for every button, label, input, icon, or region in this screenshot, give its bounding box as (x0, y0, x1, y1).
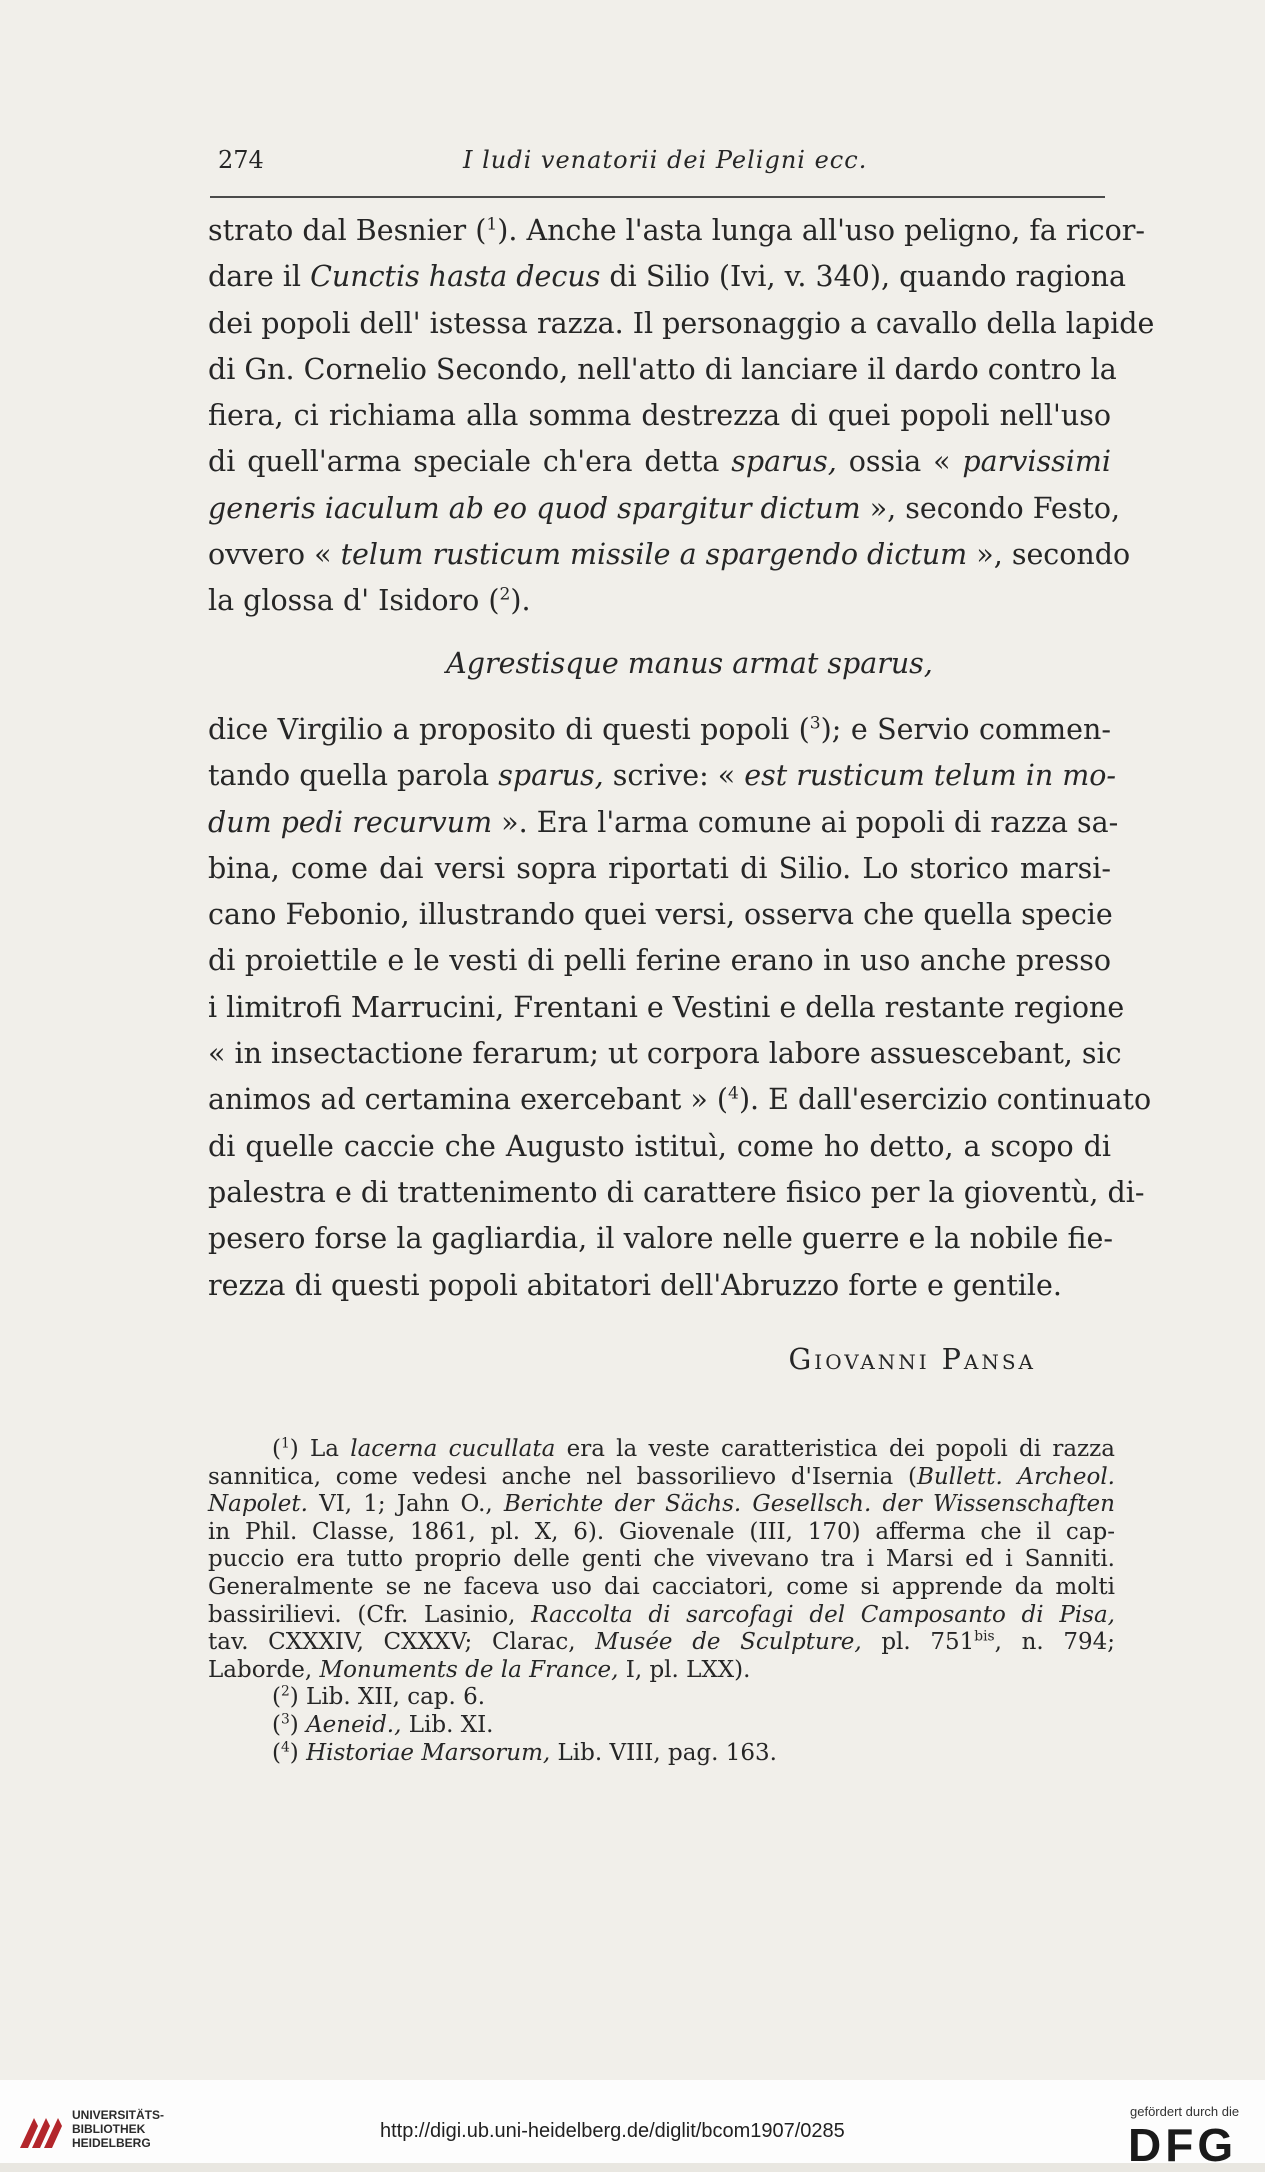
text-run: palestra e di trattenimento di carattere fisico per la gioventù, di- (208, 1175, 1145, 1209)
text-line (208, 1263, 1111, 1309)
footnote-marker: 3 (280, 1711, 290, 1728)
text-line (208, 254, 1126, 300)
italic-text: telum rusticum missile a spargendo dictum (340, 538, 968, 572)
text-run: dice Virgilio a proposito di questi popoli ( (208, 712, 810, 746)
text-run: ) (289, 1711, 307, 1738)
text-run: tando quella parola (208, 759, 499, 793)
text-run: ossia « (836, 445, 963, 479)
text-line (208, 846, 1111, 892)
footnote-marker: 2 (280, 1683, 290, 1700)
text-run: ) (289, 1739, 307, 1766)
text-run: I, pl. LXX). (618, 1656, 751, 1683)
source-url[interactable]: http://digi.ub.uni-heidelberg.de/diglit/bcom1907/0285 (380, 2120, 845, 2142)
text-run: sannitica, come vedesi anche nel bassorilievo d'Isernia ( (208, 1463, 917, 1490)
footnote-marker: 2 (499, 584, 511, 605)
institution-name (72, 2108, 164, 2150)
paragraph-2 (208, 707, 1152, 1309)
italic-text: Berichte der Sächs. Gesellsch. der Wissenschaften (503, 1491, 1115, 1518)
text-line (208, 1436, 1115, 1464)
text-run: i limitrofi Marrucini, Frentani e Vestini e della restante regione (208, 990, 1125, 1024)
text-run: ( (272, 1684, 281, 1711)
text-line (208, 800, 1119, 846)
text-line (208, 753, 1117, 799)
text-run: », secondo (967, 538, 1131, 572)
text-run: la glossa d' Isidoro ( (208, 584, 500, 618)
text-run: era la veste caratteristica dei popoli di razza (555, 1436, 1115, 1462)
italic-text: dum pedi recurvum (208, 805, 493, 839)
text-run: », secondo Festo, (860, 491, 1121, 525)
text-run: scrive: « (603, 759, 745, 793)
text-line (208, 1657, 1115, 1685)
text-line (208, 393, 1111, 439)
institution-line: UNIVERSITÄTS- (72, 2108, 165, 2122)
text-run: ovvero « (208, 538, 341, 572)
italic-text: generis iaculum ab eo quod spargitur dictum (208, 491, 861, 525)
text-run: fiera, ci richiama alla somma destrezza di quei popoli nell'uso (208, 399, 1111, 433)
text-run: ( (272, 1711, 281, 1738)
running-head: I ludi venatorii dei Peligni ecc. (463, 146, 868, 174)
italic-text: Bullett. Archeol. (916, 1463, 1115, 1490)
text-run: dare il (208, 260, 311, 294)
text-line (208, 1684, 1115, 1712)
paragraph-1 (208, 208, 1155, 625)
footnote-marker: 1 (486, 214, 498, 235)
institution-line: BIBLIOTHEK (72, 2122, 146, 2136)
text-run: VI, 1; Jahn O., (307, 1491, 504, 1518)
text-run: ( (272, 1739, 281, 1766)
header-rule (210, 196, 1105, 198)
text-run: di quelle caccie che Augusto istituì, come ho detto, a scopo di (208, 1129, 1111, 1163)
italic-text: lacerna cucullata (350, 1436, 556, 1462)
text-run: , n. 794; (994, 1629, 1115, 1656)
text-run: bina, come dai versi sopra riportati di Silio. Lo storico marsi- (208, 851, 1111, 885)
text-line (208, 1491, 1115, 1519)
text-run: pesero forse la gagliardia, il valore nelle guerre e la nobile fie- (208, 1222, 1114, 1256)
text-run: puccio era tutto proprio delle genti che vivevano tra i Marsi ed i Sanniti. (208, 1546, 1115, 1573)
text-line (208, 1519, 1115, 1547)
italic-text: sparus, (498, 759, 604, 793)
italic-text: Musée de Sculpture, (595, 1629, 862, 1656)
text-run: Lib. VIII, pag. 163. (550, 1739, 777, 1766)
text-line (208, 301, 1155, 347)
italic-text: est rusticum telum in mo- (744, 759, 1117, 793)
text-line (208, 1712, 1115, 1740)
text-line (208, 1574, 1115, 1602)
text-line (208, 1216, 1114, 1262)
text-line (208, 1077, 1152, 1123)
italic-text: Aeneid., (306, 1711, 402, 1738)
text-run: dei popoli dell' istessa razza. Il personaggio a cavallo della lapide (208, 306, 1155, 340)
text-run: in Phil. Classe, 1861, pl. X, 6). Giovenale (III, 170) afferma che il cap- (208, 1518, 1115, 1545)
text-line (208, 1602, 1115, 1630)
text-line (208, 938, 1111, 984)
text-run: tav. CXXXIV, CXXXV; Clarac, (208, 1629, 596, 1656)
italic-text: Raccolta di sarcofagi del Camposanto di Pisa, (531, 1601, 1115, 1628)
text-line (208, 1170, 1145, 1216)
text-line (208, 707, 1111, 753)
text-run: bassirilievi. (Cfr. Lasinio, (208, 1601, 532, 1628)
italic-text: Napolet. (208, 1491, 308, 1518)
text-run: di quell'arma speciale ch'era detta (208, 445, 732, 479)
text-line (208, 1464, 1115, 1492)
text-run: di proiettile e le vesti di pelli ferine erano in uso anche presso (208, 944, 1111, 978)
text-line (208, 1031, 1122, 1077)
italic-text: Historiae Marsorum, (306, 1739, 551, 1766)
italic-text: Cunctis hasta decus (310, 260, 601, 294)
text-line (208, 439, 1111, 485)
text-line (208, 578, 1111, 624)
text-line (208, 1740, 1115, 1768)
text-run: ). E dall'esercizio continuato (738, 1083, 1152, 1117)
footnote-marker: bis (974, 1628, 995, 1645)
text-line (208, 985, 1125, 1031)
text-run: ). Anche l'asta lunga all'uso peligno, fa ricor- (497, 214, 1146, 247)
text-run: ); e Servio commen- (820, 712, 1111, 746)
verse-quotation: Agrestisque manus armat sparus, (446, 646, 933, 680)
page-header (218, 140, 1118, 180)
text-run: Lib. XI. (401, 1711, 494, 1738)
italic-text: parvissimi (962, 445, 1111, 479)
text-run: « in insectactione ferarum; ut corpora labore assuescebant, sic (208, 1037, 1122, 1071)
text-line (208, 1124, 1111, 1170)
text-run: rezza di questi popoli abitatori dell'Abruzzo forte e gentile. (208, 1268, 1062, 1302)
text-line (208, 208, 1146, 254)
text-run: Laborde, (208, 1656, 320, 1683)
text-run: ». Era l'arma comune ai popoli di razza sa- (492, 805, 1119, 839)
text-line (208, 892, 1111, 938)
footnote-marker: 4 (280, 1738, 290, 1755)
text-line (208, 1546, 1115, 1574)
text-run: Generalmente se ne faceva uso dai cacciatori, come si apprende da molti (208, 1573, 1115, 1600)
page-number: 274 (218, 146, 264, 174)
footnote-marker: 3 (809, 713, 821, 734)
text-run: di Gn. Cornelio Secondo, nell'atto di lanciare il dardo contro la (208, 352, 1117, 386)
funding-caption: gefördert durch die (1130, 2104, 1240, 2119)
dfg-logo: DFG (1128, 2119, 1238, 2171)
text-run: ). (510, 584, 531, 618)
text-line (208, 347, 1117, 393)
footnote-marker: 1 (280, 1435, 290, 1452)
text-run: cano Febonio, illustrando quei versi, osserva che quella specie (208, 898, 1113, 932)
main-text (208, 208, 1155, 1383)
italic-text: sparus, (731, 445, 837, 479)
institution-line: HEIDELBERG (72, 2136, 151, 2150)
text-run: strato dal Besnier ( (208, 214, 487, 247)
text-run: ( (272, 1436, 281, 1462)
footnote-marker: 4 (728, 1083, 739, 1104)
italic-text: Monuments de la France, (319, 1656, 619, 1683)
author-signature: Giovanni Pansa (788, 1342, 1036, 1376)
text-run: di Silio (Ivi, v. 340), quando ragiona (600, 260, 1126, 294)
text-run: animos ad certamina exercebant » ( (208, 1083, 729, 1117)
text-line (208, 532, 1131, 578)
footnotes (208, 1436, 1115, 1767)
university-seal-icon (16, 2112, 64, 2152)
text-run: ) Lib. XII, cap. 6. (289, 1684, 486, 1711)
text-line (208, 1629, 1115, 1657)
text-run: ) La (289, 1436, 351, 1462)
text-run: pl. 751 (861, 1629, 975, 1656)
text-line (208, 486, 1121, 532)
